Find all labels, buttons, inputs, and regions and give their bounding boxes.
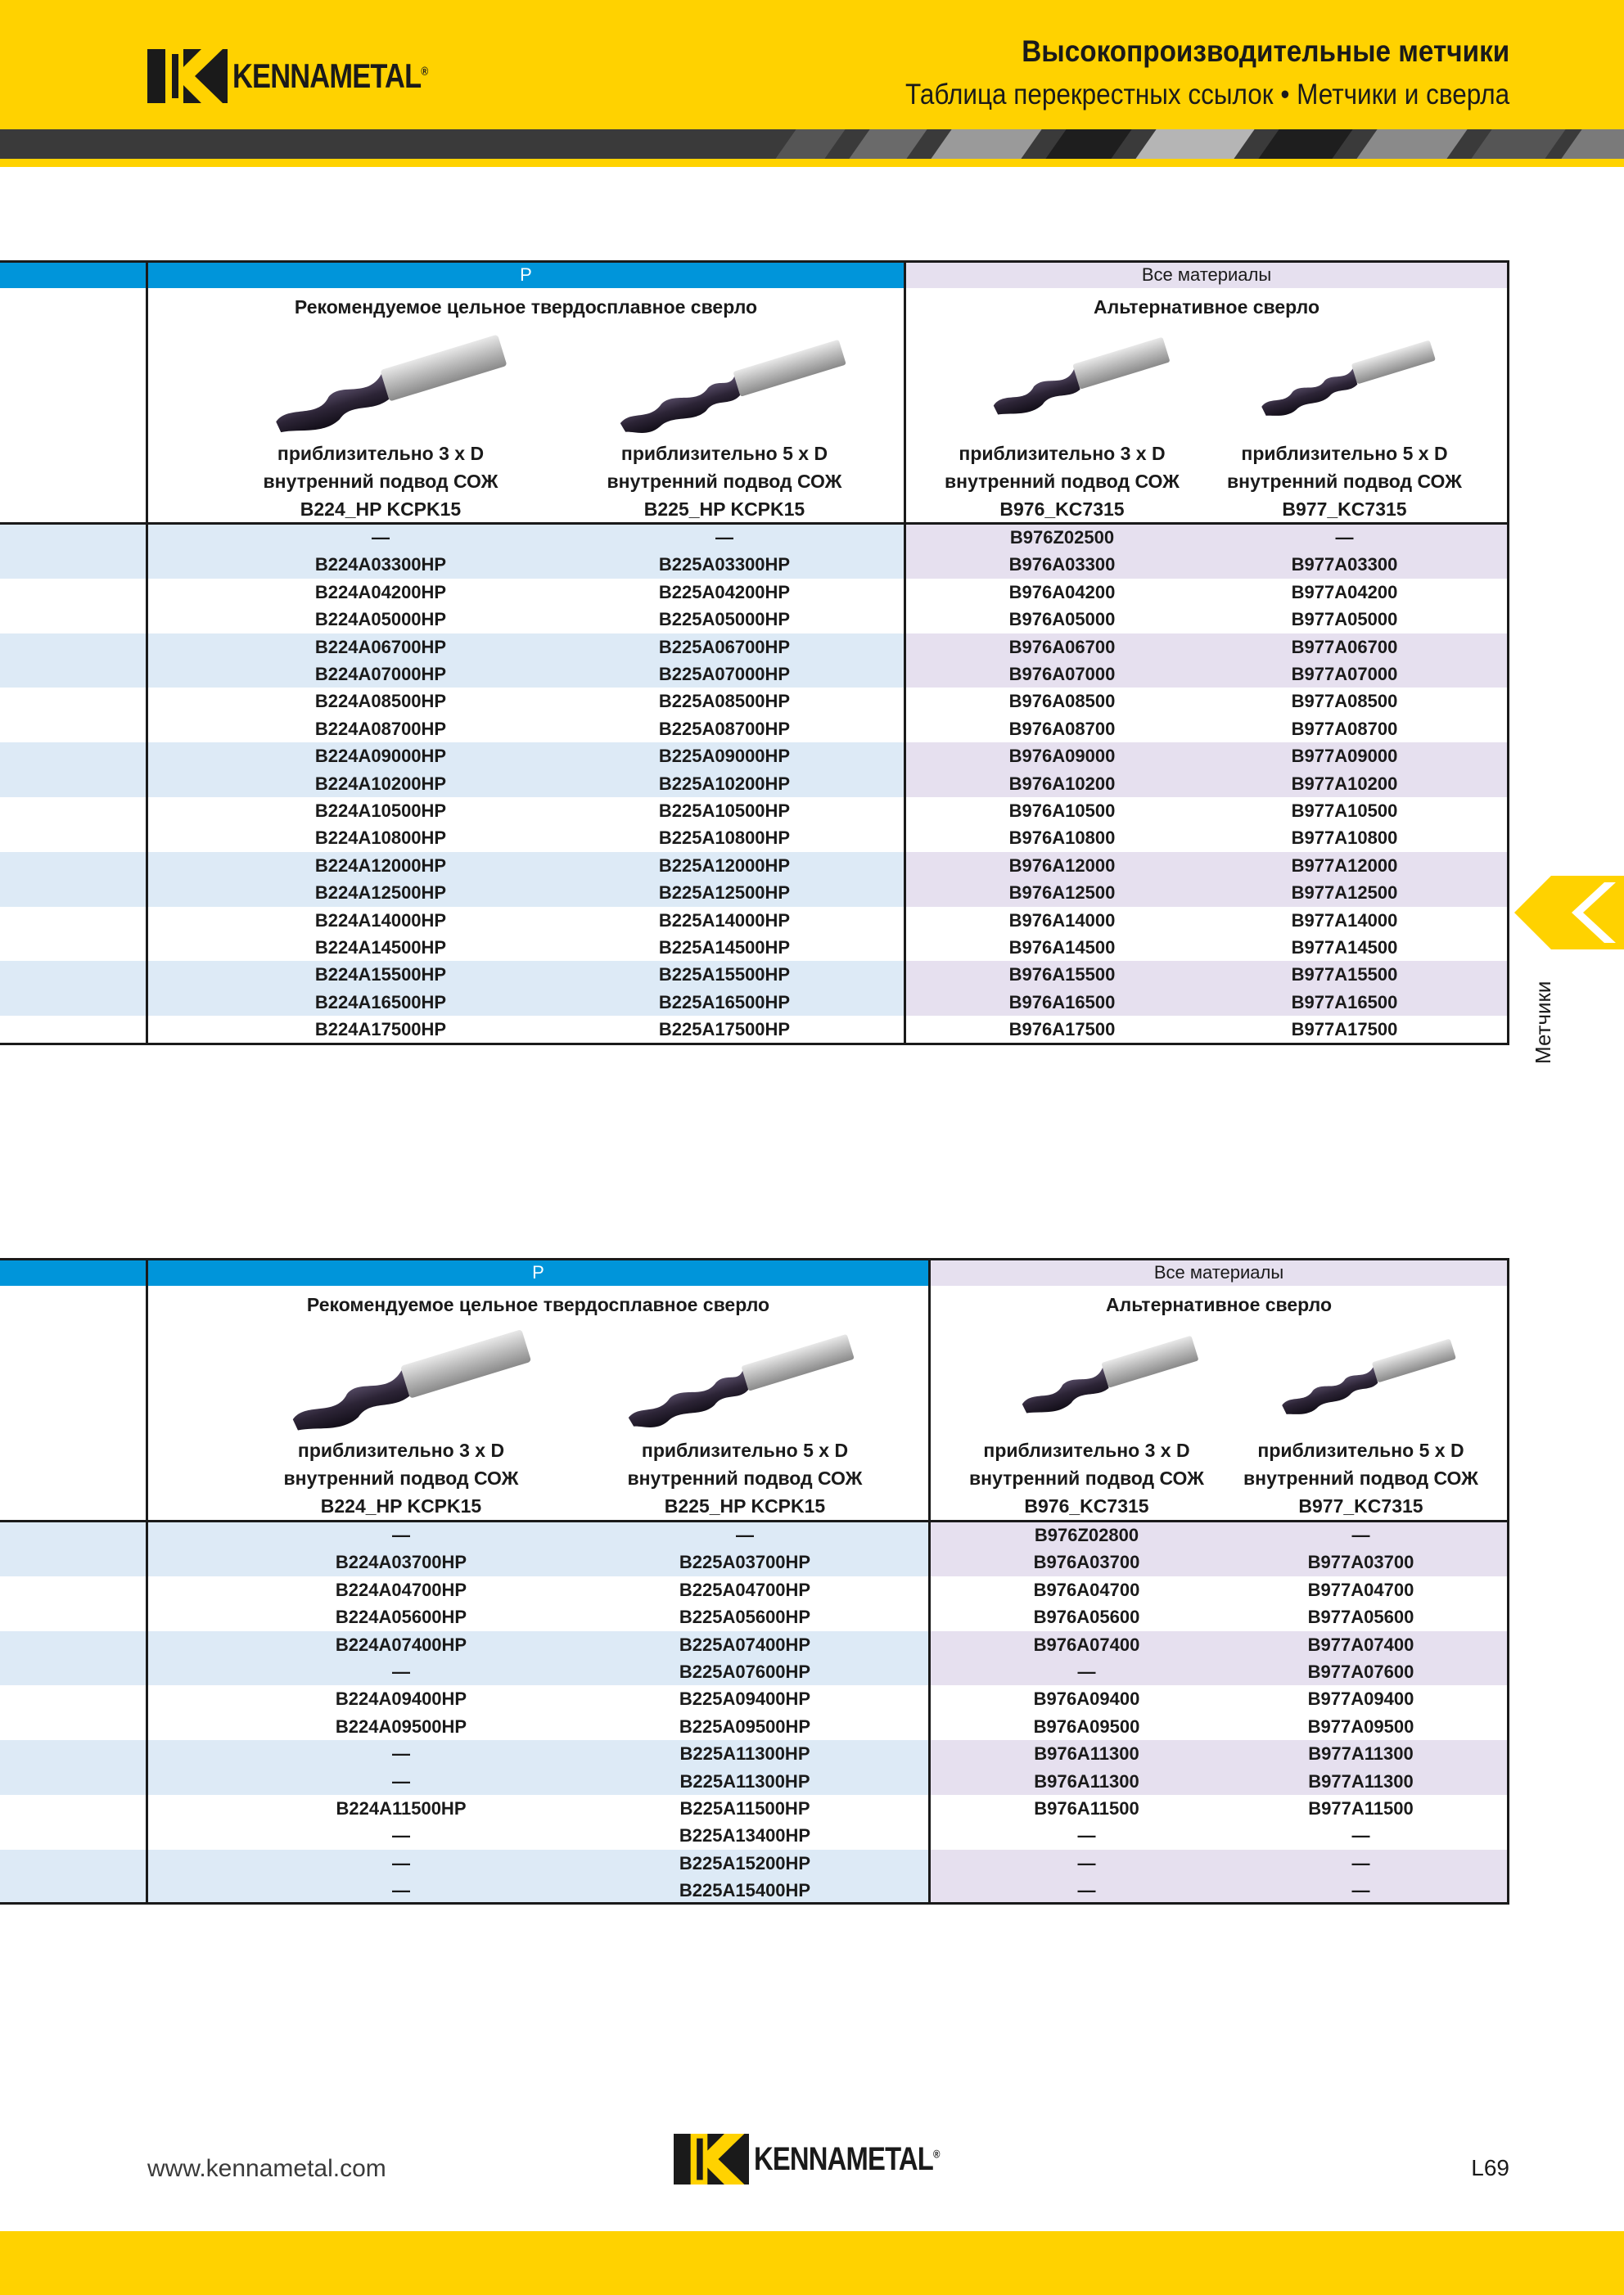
table-row <box>0 1740 1509 1767</box>
table-row <box>0 1685 1509 1712</box>
table-cell: B976A04700 <box>1033 1579 1140 1600</box>
table-cell: B224A09400HP <box>335 1689 467 1710</box>
table-cell: B225A12500HP <box>658 882 791 904</box>
table-cell: B225A16500HP <box>658 991 791 1012</box>
column-header-b977: приблизительно 5 x D внутренний подвод СОЖ B977_KC7315 <box>1227 443 1462 520</box>
table-cell: B977A07000 <box>1291 664 1398 684</box>
table-cell: B977A07600 <box>1307 1662 1414 1682</box>
header-logo <box>147 49 471 103</box>
column-divider <box>146 1258 148 1905</box>
column-header-b224: приблизительно 3 x D внутренний подвод СОЖ B224_HP KCPK15 <box>263 443 498 520</box>
table-cell: B224A03300HP <box>314 554 447 575</box>
table-row <box>0 1549 1509 1576</box>
table-cell: B224A04700HP <box>335 1579 467 1600</box>
brand-wordmark: KENNAMETAL® <box>232 56 428 95</box>
table-row <box>0 989 1509 1016</box>
table-cell: — <box>392 1525 410 1545</box>
drill-3xd-icon <box>262 331 516 438</box>
table-cell: B976A07400 <box>1033 1634 1140 1655</box>
table-row <box>0 661 1509 688</box>
table-cell: — <box>1077 1880 1096 1901</box>
section-tab-label: Метчики <box>1531 981 1555 1064</box>
table-cell: B977A08700 <box>1291 718 1398 739</box>
table-cell: B976A12000 <box>1008 854 1116 876</box>
table-cell: B977A15500 <box>1291 964 1398 985</box>
table-row <box>0 1631 1509 1658</box>
table-cell: B225A10800HP <box>658 827 791 849</box>
table-bottom-border <box>0 1043 1509 1045</box>
kennametal-k-icon <box>674 2134 749 2185</box>
table-cell: B976A04200 <box>1008 581 1116 602</box>
table-cell: B225A13400HP <box>679 1825 811 1846</box>
table-cell: B976A10200 <box>1008 773 1116 794</box>
table-row <box>0 1850 1509 1877</box>
table-cell: B224A04200HP <box>314 581 447 602</box>
table-cell: B977A10200 <box>1291 773 1398 794</box>
table-cell: B225A07600HP <box>679 1662 811 1682</box>
table-cell: — <box>736 1525 754 1545</box>
table-cell: — <box>1077 1852 1096 1873</box>
table-cell: B225A17500HP <box>658 1019 791 1040</box>
group-header-all-materials: Все материалы <box>904 262 1509 288</box>
table-cell: B977A14000 <box>1291 909 1398 931</box>
table-cell: B977A03300 <box>1291 554 1398 575</box>
group-divider <box>904 260 906 1045</box>
table-cell: B976A05600 <box>1033 1607 1140 1628</box>
table-cell: B977A09000 <box>1291 746 1398 767</box>
table-cell: B976A09400 <box>1033 1689 1140 1710</box>
table-cell: B976A03700 <box>1033 1552 1140 1573</box>
table-cell: — <box>1351 1880 1370 1901</box>
drill-5xd-icon <box>1252 331 1441 422</box>
table-row <box>0 1768 1509 1795</box>
table-cell: B977A07400 <box>1307 1634 1414 1655</box>
column-header-b977: приблизительно 5 x D внутренний подвод СОЖ B977_KC7315 <box>1243 1440 1478 1517</box>
table-cell: B224A05600HP <box>335 1607 467 1628</box>
table-cell: B224A08700HP <box>314 718 447 739</box>
table-cell: B976A16500 <box>1008 991 1116 1012</box>
table-cell: B225A04700HP <box>679 1579 811 1600</box>
table-row <box>0 824 1509 851</box>
table-cell: B224A05000HP <box>314 609 447 630</box>
column-header-b224: приблизительно 3 x D внутренний подвод СОЖ B224_HP KCPK15 <box>283 1440 519 1517</box>
drill-5xd-icon <box>610 331 855 438</box>
header-divider <box>0 522 1509 525</box>
table-bottom-border <box>0 1902 1509 1905</box>
table-cell: B225A09500HP <box>679 1716 811 1737</box>
table-cell: B977A09500 <box>1307 1716 1414 1737</box>
page-number: L69 <box>1471 2155 1509 2180</box>
table-cell: B225A07400HP <box>679 1634 811 1655</box>
table-cell: B976A11500 <box>1034 1798 1139 1819</box>
table-cell: B225A11500HP <box>679 1798 810 1819</box>
table-cell: B224A11500HP <box>336 1798 467 1819</box>
table-cell: B225A10200HP <box>658 773 791 794</box>
table-cell: B225A15400HP <box>679 1880 811 1901</box>
alternative-drill-heading: Альтернативное сверло <box>1093 296 1320 318</box>
table-top-border <box>0 260 1509 263</box>
column-header-b225: приблизительно 5 x D внутренний подвод СОЖ B225_HP KCPK15 <box>607 443 842 520</box>
table-cell: B224A10500HP <box>314 800 447 821</box>
table-cell: B224A03700HP <box>335 1552 467 1573</box>
table-cell: — <box>392 1825 410 1846</box>
table-cell: B976Z02800 <box>1034 1525 1139 1545</box>
table-cell: B225A05000HP <box>658 609 791 630</box>
table-cell: B225A15500HP <box>658 964 791 985</box>
table-cell: B977A11300 <box>1308 1770 1414 1792</box>
table-cell: B976A05000 <box>1008 609 1116 630</box>
table-row <box>0 1522 1509 1549</box>
table-cell: B225A06700HP <box>658 636 791 657</box>
table-cell: B977A10500 <box>1291 800 1398 821</box>
footer-logo <box>674 2134 980 2185</box>
table-cell: B225A05600HP <box>679 1607 811 1628</box>
table-right-border <box>1507 1258 1509 1905</box>
table-row <box>0 907 1509 934</box>
brand-wordmark: KENNAMETAL® <box>754 2140 940 2177</box>
table-cell: B224A10800HP <box>314 827 447 849</box>
table-cell: B224A16500HP <box>314 991 447 1012</box>
table-row <box>0 1603 1509 1630</box>
table-cell: B225A07000HP <box>658 664 791 684</box>
drill-5xd-icon <box>618 1326 864 1432</box>
table-cell: — <box>392 1662 410 1682</box>
footer-band <box>0 2231 1624 2295</box>
table-row <box>0 1658 1509 1685</box>
table-cell: B976A03300 <box>1008 554 1116 575</box>
table-cell: B224A09000HP <box>314 746 447 767</box>
table-cell: B224A12500HP <box>314 882 447 904</box>
table-cell: B977A05600 <box>1307 1607 1414 1628</box>
footer-website-link[interactable]: www.kennametal.com <box>147 2155 386 2182</box>
table-cell: B976A17500 <box>1008 1019 1116 1040</box>
table-row <box>0 524 1509 551</box>
table-row <box>0 742 1509 769</box>
table-row <box>0 1877 1509 1904</box>
table-cell: — <box>392 1880 410 1901</box>
table-cell: B224A14500HP <box>314 937 447 958</box>
table-cell: B977A04200 <box>1291 581 1398 602</box>
table-cell: B224A09500HP <box>335 1716 467 1737</box>
table-cell: B977A14500 <box>1291 937 1398 958</box>
drill-5xd-icon <box>1273 1330 1461 1420</box>
table-cell: B977A10800 <box>1291 827 1398 849</box>
group-label-p: P <box>532 1262 544 1283</box>
column-header-b976: приблизительно 3 x D внутренний подвод СОЖ B976_KC7315 <box>945 443 1180 520</box>
table-cell: B976A08500 <box>1008 691 1116 712</box>
table-cell: B225A12000HP <box>658 854 791 876</box>
header-divider <box>0 1520 1509 1522</box>
page-subtitle: Таблица перекрестных ссылок • Метчики и сверла <box>904 79 1509 110</box>
table-cell: B976A14000 <box>1008 909 1116 931</box>
table-row <box>0 1795 1509 1822</box>
table-cell: B224A14000HP <box>314 909 447 931</box>
table-cell: B224A08500HP <box>314 691 447 712</box>
table-cell: B224A17500HP <box>314 1019 447 1040</box>
table-row <box>0 606 1509 633</box>
table-cell: B976Z02500 <box>1009 527 1115 548</box>
chevron-left-icon <box>1514 876 1624 949</box>
table-row <box>0 770 1509 797</box>
table-cell: B225A09000HP <box>658 746 791 767</box>
table-cell: B977A04700 <box>1307 1579 1414 1600</box>
table-cell: B976A11300 <box>1034 1770 1139 1792</box>
table-cell: B977A16500 <box>1291 991 1398 1012</box>
drill-3xd-icon <box>982 331 1179 422</box>
table-cell: B224A12000HP <box>314 854 447 876</box>
table-row <box>0 551 1509 578</box>
table-cell: B976A14500 <box>1008 937 1116 958</box>
table-cell: — <box>1335 527 1354 548</box>
table-cell: B977A09400 <box>1307 1689 1414 1710</box>
column-divider <box>146 260 148 1045</box>
table-cell: B977A17500 <box>1291 1019 1398 1040</box>
table-cell: — <box>715 527 733 548</box>
table-row <box>0 1713 1509 1740</box>
page-title: Высокопроизводительные метчики <box>1021 34 1509 68</box>
recommended-drill-heading: Рекомендуемое цельное твердосплавное сверло <box>306 1294 770 1315</box>
table-cell: — <box>1077 1825 1096 1846</box>
table-cell: B225A10500HP <box>658 800 791 821</box>
table-cell: B224A10200HP <box>314 773 447 794</box>
table-cell: B225A11300HP <box>679 1743 810 1765</box>
table-cell: B977A06700 <box>1291 636 1398 657</box>
header-underline <box>0 159 1624 167</box>
group-header-all-materials: Все материалы <box>929 1260 1509 1286</box>
column-header-b225: приблизительно 5 x D внутренний подвод СОЖ B225_HP KCPK15 <box>627 1440 863 1517</box>
group-header-p <box>0 262 904 288</box>
table-cell: B976A10800 <box>1008 827 1116 849</box>
table-row <box>0 1016 1509 1043</box>
table-cell: B225A04200HP <box>658 581 791 602</box>
table-row <box>0 1576 1509 1603</box>
table-cell: B225A14000HP <box>658 909 791 931</box>
alternative-drill-heading: Альтернативное сверло <box>1105 1294 1333 1315</box>
column-header-b976: приблизительно 3 x D внутренний подвод СОЖ B976_KC7315 <box>969 1440 1204 1517</box>
drill-3xd-icon <box>278 1326 540 1436</box>
table-row <box>0 934 1509 961</box>
table-cell: B977A12500 <box>1291 882 1398 904</box>
table-cell: B224A15500HP <box>314 964 447 985</box>
table-cell: — <box>1077 1662 1096 1682</box>
table-cell: B976A11300 <box>1034 1743 1139 1765</box>
table-cell: — <box>372 527 390 548</box>
table-cell: B224A07000HP <box>314 664 447 684</box>
table-row <box>0 633 1509 661</box>
kennametal-k-icon <box>147 49 228 103</box>
table-cell: B977A05000 <box>1291 609 1398 630</box>
table-cell: B976A07000 <box>1008 664 1116 684</box>
table-row <box>0 797 1509 824</box>
table-cell: — <box>1351 1852 1370 1873</box>
table-row <box>0 579 1509 606</box>
table-row <box>0 879 1509 906</box>
table-cell: B225A03700HP <box>679 1552 811 1573</box>
drill-3xd-icon <box>1011 1330 1207 1420</box>
table-cell: — <box>392 1743 410 1765</box>
table-cell: B224A07400HP <box>335 1634 467 1655</box>
table-cell: B225A08500HP <box>658 691 791 712</box>
table-cell: B224A06700HP <box>314 636 447 657</box>
table-cell: — <box>392 1852 410 1873</box>
group-header-p <box>0 1260 929 1286</box>
table-row <box>0 715 1509 742</box>
table-cell: — <box>1351 1525 1370 1545</box>
table-cell: B976A09000 <box>1008 746 1116 767</box>
table-cell: B225A09400HP <box>679 1689 811 1710</box>
group-divider <box>928 1258 931 1905</box>
table-cell: B976A08700 <box>1008 718 1116 739</box>
table-top-border <box>0 1258 1509 1260</box>
table-cell: B976A15500 <box>1008 964 1116 985</box>
table-row <box>0 1822 1509 1849</box>
table-cell: B225A14500HP <box>658 937 791 958</box>
table-cell: B225A11300HP <box>679 1770 810 1792</box>
header-stripe <box>0 129 1624 159</box>
group-label-p: P <box>520 264 532 285</box>
table-cell: B225A15200HP <box>679 1852 811 1873</box>
table-cell: B977A11500 <box>1308 1798 1414 1819</box>
table-row <box>0 852 1509 879</box>
recommended-drill-heading: Рекомендуемое цельное твердосплавное сверло <box>294 296 758 318</box>
table-cell: B225A03300HP <box>658 554 791 575</box>
table-cell: — <box>392 1770 410 1792</box>
table-row <box>0 688 1509 715</box>
table-cell: B976A12500 <box>1008 882 1116 904</box>
table-right-border <box>1507 260 1509 1045</box>
table-cell: B976A06700 <box>1008 636 1116 657</box>
table-cell: — <box>1351 1825 1370 1846</box>
table-cell: B977A08500 <box>1291 691 1398 712</box>
table-cell: B225A08700HP <box>658 718 791 739</box>
table-cell: B977A12000 <box>1291 854 1398 876</box>
table-cell: B977A03700 <box>1307 1552 1414 1573</box>
table-cell: B976A10500 <box>1008 800 1116 821</box>
table-cell: B976A09500 <box>1033 1716 1140 1737</box>
table-row <box>0 961 1509 988</box>
table-cell: B977A11300 <box>1308 1743 1414 1765</box>
